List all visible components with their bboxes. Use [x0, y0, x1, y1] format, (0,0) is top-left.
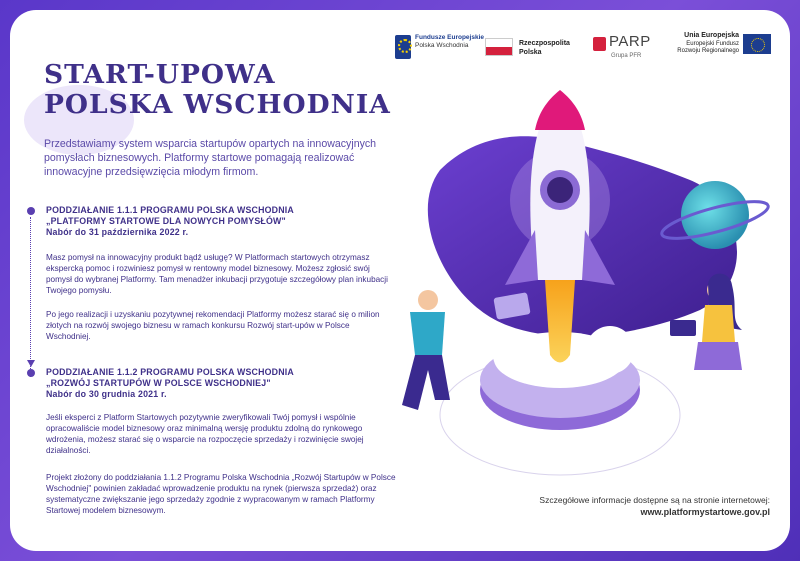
smoke-puff-right: [586, 326, 634, 374]
rzeczpospolita-logo: [485, 32, 570, 66]
unia-europejska-logo: [667, 32, 777, 66]
fundusze-sub: Polska Wschodnia: [415, 42, 469, 49]
timeline-line: [30, 217, 32, 377]
parp-group: Grupa PFR: [611, 53, 642, 59]
section1-heading-line2: „PLATFORMY STARTOWE DLA NOWYCH POMYSŁÓW": [46, 216, 286, 226]
woman-shirt: [702, 305, 735, 342]
smoke-puff-left: [493, 333, 537, 377]
section2-paragraph-2: Projekt złożony do poddziałania 1.1.2 Programu Polska Wschodnia „Rozwój Startupów w Polsce Wschodniej" powinien zakładać wprowadzenie produktu na rynek (pierwsza sprzedaż) oraz systematyczne zwiększanie jego sprzedaży zgodnie z wypracowanym w ramach Platformy Startowej modelem biznesowym.: [46, 473, 396, 515]
section2-heading: [46, 367, 376, 400]
section1-heading-line1: PODDZIAŁANIE 1.1.1 PROGRAMU POLSKA WSCHODNIA: [46, 205, 294, 215]
title-line-1: START-UPOWA: [44, 59, 276, 90]
timeline-arrow-icon: [27, 360, 35, 367]
timeline-dot-2: [27, 369, 35, 377]
section1-paragraph-1: Masz pomysł na innowacyjny produkt bądź usługę? W Platformach startowych otrzymasz ekspercką pomoc i rozwiniesz pomysł w rentowny model biznesowy. Możesz zgłosić swój pomysł do wybranej Platformy. Tam menadżer inkubacji przygotuje szczegółowy plan inkubacji Twojego pomysłu.: [46, 253, 388, 295]
section2-heading-line2: „ROZWÓJ STARTUPÓW W POLSCE WSCHODNIEJ": [46, 378, 271, 388]
fundusze-title: Fundusze Europejskie: [415, 34, 484, 41]
rocket-illustration: [370, 80, 790, 500]
woman-skirt: [694, 342, 742, 370]
logo-bar: [395, 32, 775, 72]
laptop: [670, 320, 696, 336]
section1-deadline: Nabór do 31 października 2022 r.: [46, 227, 189, 237]
parp-logo: [593, 32, 658, 66]
parp-mark-icon: [593, 37, 606, 51]
fundusze-europejskie-logo: [395, 32, 484, 66]
section1-heading: [46, 205, 376, 238]
poster-card: [10, 10, 790, 551]
rocket-window: [547, 177, 573, 203]
section2-deadline: Nabór do 30 grudnia 2021 r.: [46, 389, 167, 399]
ue-title: Unia Europejska: [684, 32, 739, 39]
timeline-dot-1: [27, 207, 35, 215]
rocket-nose: [535, 90, 585, 130]
rp-title: Rzeczpospolita Polska: [519, 40, 570, 56]
intro-text: Przedstawiamy system wsparcia startupów opartych na innowacyjnych pomysłach biznesowych. Platformy startowe pomagają realizować innowacyjne przedsięwzięcia młodym firmom.: [44, 138, 377, 178]
man-shirt: [410, 312, 445, 355]
section2-heading-line1: PODDZIAŁANIE 1.1.2 PROGRAMU POLSKA WSCHODNIA: [46, 367, 294, 377]
eu-funds-flag-icon: [395, 35, 411, 59]
polish-flag-icon: [485, 38, 513, 56]
man-head: [418, 290, 438, 310]
section2-paragraph-1: Jeśli eksperci z Platform Startowych pozytywnie zweryfikowali Twój pomysł i wspólnie opracowaliście model biznesowy oraz minimalną wersję produktu zdolną do rynkowego wdrożenia, możesz starać się o wsparcie na rozpoczęcie sprzedaży i rozwinięcie swojej działalności.: [46, 413, 364, 455]
website-link[interactable]: www.platformystartowe.gov.pl: [640, 507, 770, 517]
section1-paragraph-2: Po jego realizacji i uzyskaniu pozytywnej rekomendacji Platformy możesz starać się o milion złotych na rozwój swojego biznesu w ramach konkursu Rozwój start-upów w Polsce Wschodniej.: [46, 310, 380, 341]
eu-flag-icon: [743, 34, 771, 54]
info-note-text: Szczegółowe informacje dostępne są na stronie internetowej:: [539, 495, 770, 505]
parp-name: PARP: [609, 33, 651, 50]
page-title: [44, 60, 391, 120]
ue-sub: Europejski Fundusz Rozwoju Regionalnego: [677, 40, 739, 54]
title-line-2: POLSKA WSCHODNIA: [44, 89, 391, 120]
